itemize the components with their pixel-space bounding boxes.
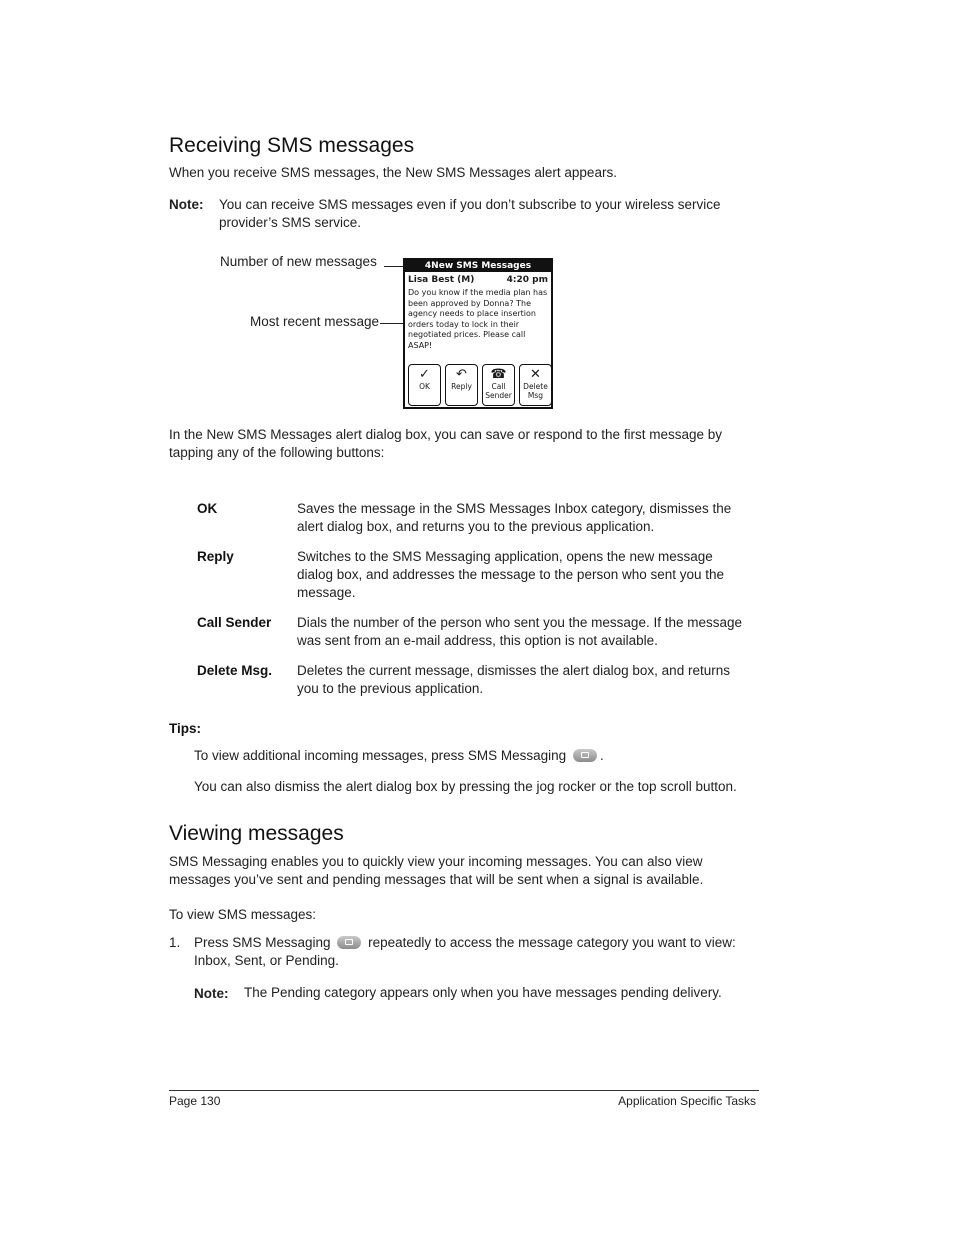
page-number: Page 130 bbox=[169, 1094, 221, 1108]
alert-title-bar: 4New SMS Messages bbox=[405, 260, 551, 272]
sms-alert-screenshot bbox=[403, 258, 553, 409]
procedure-title: To view SMS messages: bbox=[169, 907, 317, 922]
alert-sender: Lisa Best (M) bbox=[408, 275, 475, 285]
desc-call-sender: Dials the number of the person who sent you the message. If the message was sent from an e-mail address, this option is not available. bbox=[297, 615, 742, 648]
delete-msg-button[interactable]: ✕ Delete Msg bbox=[519, 364, 552, 406]
phone-icon: ☎ bbox=[490, 367, 507, 382]
term-reply: Reply bbox=[197, 549, 234, 564]
tip-2: You can also dismiss the alert dialog box by pressing the jog rocker or the top scroll button. bbox=[194, 779, 737, 794]
desc-delete-msg: Deletes the current message, dismisses the alert dialog box, and returns you to the previous application. bbox=[297, 663, 730, 696]
section2-intro: SMS Messaging enables you to quickly view your incoming messages. You can also view messages you’ve sent and pending messages that will be sent when a signal is available. bbox=[169, 854, 704, 887]
step-1-line2: Inbox, Sent, or Pending. bbox=[194, 953, 339, 968]
term-ok: OK bbox=[197, 501, 218, 516]
reply-button[interactable]: ↶ Reply bbox=[445, 364, 478, 406]
call-sender-button[interactable]: ☎ Call Sender bbox=[482, 364, 515, 406]
term-call-sender: Call Sender bbox=[197, 615, 272, 630]
step-1: Press SMS Messaging repeatedly to access the message category you want to view: bbox=[194, 935, 736, 950]
term-delete-msg: Delete Msg. bbox=[197, 663, 273, 678]
delete-x-icon: ✕ bbox=[530, 367, 541, 382]
tip-1: To view additional incoming messages, press SMS Messaging . bbox=[194, 748, 604, 763]
chapter-title: Application Specific Tasks bbox=[618, 1094, 756, 1108]
section-intro: When you receive SMS messages, the New SMS Messages alert appears. bbox=[169, 165, 617, 180]
alert-message: Do you know if the media plan has been approved by Donna? The agency needs to place insertion orders today to lock in their negotiated prices. Please call ASAP! bbox=[408, 288, 548, 350]
note2-label: Note: bbox=[194, 986, 229, 1001]
alert-time: 4:20 pm bbox=[506, 275, 548, 285]
callout-recent-label: Most recent message bbox=[250, 314, 380, 329]
section-title-receiving: Receiving SMS messages bbox=[169, 134, 415, 157]
section-title-viewing: Viewing messages bbox=[169, 822, 344, 845]
checkmark-icon: ✓ bbox=[419, 367, 430, 382]
note-label: Note: bbox=[169, 197, 204, 212]
callout-count-label: Number of new messages bbox=[220, 254, 377, 269]
step-number: 1. bbox=[169, 935, 181, 950]
callout-count-line bbox=[384, 266, 403, 267]
tips-label: Tips: bbox=[169, 721, 202, 736]
reply-arrow-icon: ↶ bbox=[456, 367, 467, 382]
footer-rule bbox=[169, 1090, 759, 1091]
desc-reply: Switches to the SMS Messaging application, opens the new message dialog box, and addresses the message to the person who sent you the message. bbox=[297, 549, 725, 600]
sms-messaging-button-icon bbox=[337, 936, 361, 949]
desc-ok: Saves the message in the SMS Messages Inbox category, dismisses the alert dialog box, and returns you to the previous application. bbox=[297, 501, 732, 534]
sms-messaging-button-icon bbox=[573, 749, 597, 762]
callout-recent-line bbox=[380, 323, 404, 324]
ok-button[interactable]: ✓ OK bbox=[408, 364, 441, 406]
note-text: You can receive SMS messages even if you don’t subscribe to your wireless service provider’s SMS service. bbox=[219, 197, 721, 230]
body-paragraph: In the New SMS Messages alert dialog box, you can save or respond to the first message by tapping any of the following buttons: bbox=[169, 427, 723, 460]
note2-text: The Pending category appears only when you have messages pending delivery. bbox=[244, 985, 722, 1000]
